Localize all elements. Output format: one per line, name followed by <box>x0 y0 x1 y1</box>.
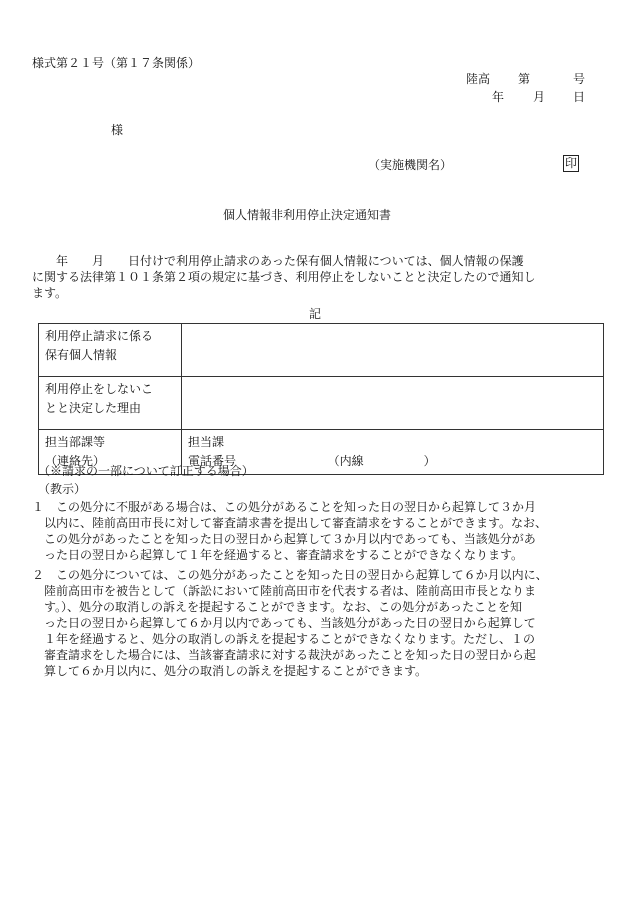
instruction-title: （教示） <box>38 482 87 496</box>
row-label-info: 利用停止請求に係る 保有個人情報 <box>39 324 182 377</box>
seal-mark <box>563 155 579 172</box>
body-paragraph <box>32 253 604 301</box>
instruction-item-2: ２ この処分については、この処分があったことを知った日の翌日から起算して６か月以内に、 陸前高田市を被告として（訴訟において陸前高田市を代表する者は、陸前高田市長となりま す。）、処分の取消しの訴えを提起することができます。なお、この処分があったことを知 った日の翌日から起算して６か月以内であっても、当該処分があった日の翌日から起算して １年を経過すると、処分の取消しの訴えを提起することができなくなります。ただし、１の 審査請求をした場合には、当該審査請求に対する裁決があったことを知った日の翌日から起 算して６か月以内に、処分の取消しの訴えを提起することができます。 <box>32 568 548 678</box>
row-label-reason: 利用停止をしないこ とと決定した理由 <box>39 377 182 430</box>
body-line: に関する法律第１０１条第２項の規定に基づき、利用停止をしないことと決定したので通知し <box>32 270 536 284</box>
date-day: 日 <box>573 90 586 104</box>
doc-number-go: 号 <box>573 72 586 86</box>
doc-number-prefix: 陸高 <box>466 72 491 86</box>
table-row <box>39 324 604 377</box>
row-value-contact: 担当課 電話番号 （内線 ） <box>182 430 604 475</box>
body-line: 年 月 日付けで利用停止請求のあった保有個人情報については、個人情報の保護 <box>32 254 524 268</box>
row-value-reason <box>182 377 604 430</box>
footnote: （※請求の一部について訂正する場合） <box>38 464 254 478</box>
agency-label: （実施機関名） <box>368 158 453 172</box>
form-number: 様式第２１号（第１７条関係） <box>32 56 201 70</box>
table-row <box>39 377 604 430</box>
ki-label: 記 <box>309 307 322 321</box>
date-month: 月 <box>533 90 546 104</box>
body-line: ます。 <box>32 286 68 300</box>
extension-label: （内線 ） <box>327 454 436 468</box>
document-title: 個人情報非利用停止決定通知書 <box>223 208 392 222</box>
row-label-contact: 担当部課等 （連絡先） <box>39 430 182 475</box>
doc-number-dai: 第 <box>518 72 531 86</box>
instruction-item-1: １ この処分に不服がある場合は、この処分があることを知った日の翌日から起算して３か月 以内に、陸前高田市長に対して審査請求書を提出して審査請求をすることができます。なお、 この処分があったことを知った日の翌日から起算して３か月以内であっても、当該処分があ った日の翌日から起算して１年を経過すると、審査請求をすることができなくなります。 <box>32 500 548 562</box>
date-year: 年 <box>492 90 505 104</box>
row-value-info <box>182 324 604 377</box>
seal-text: 印 <box>565 156 578 170</box>
phone-label: 電話番号 <box>188 454 237 468</box>
recipient-sama: 様 <box>111 123 124 137</box>
info-table <box>38 323 604 475</box>
